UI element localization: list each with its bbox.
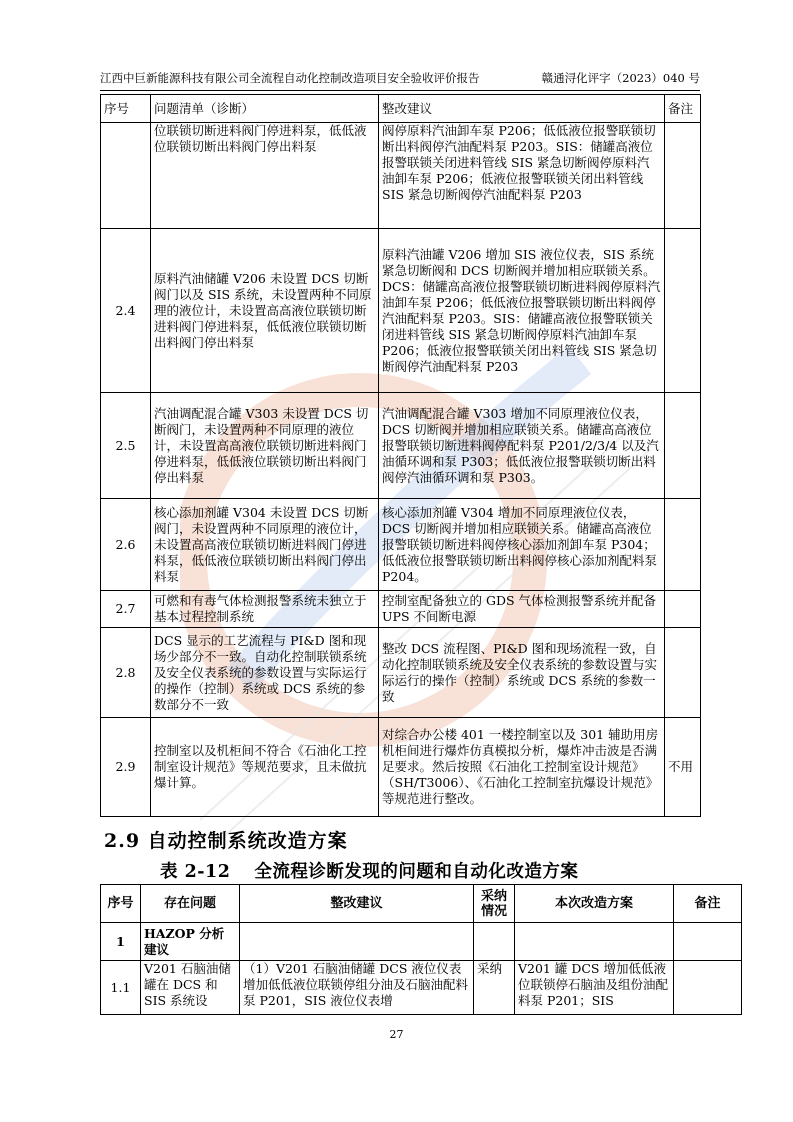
row-problem: V201 石脑油储罐在 DCS 和 SIS 系统设: [141, 961, 240, 1015]
row-problem: 控制室以及机柜间不符合《石油化工控制室设计规范》等规范要求，且未做抗爆计算。: [151, 718, 379, 817]
page-number: 27: [389, 1028, 404, 1041]
row-note: [665, 591, 701, 628]
col-header-advice: 整改建议: [379, 95, 665, 123]
table-header-row: [101, 885, 742, 923]
row-number: 2.5: [101, 393, 151, 499]
col-header-no: 序号: [101, 885, 141, 923]
row-advice: 整改 DCS 流程图、PI&D 图和现场流程一致，自动化控制联锁系统及安全仪表系统的参数设置与实际运行的操作（控制）系统或 DCS 系统的参数一致: [379, 628, 665, 718]
col-header-problem: 存在问题: [141, 885, 240, 923]
table-row: [101, 123, 701, 229]
page-header: [100, 70, 700, 91]
row-advice: 对综合办公楼 401 一楼控制室以及 301 辅助用房机柜间进行爆炸仿真模拟分析，爆炸冲击波是否满足要求。然后按照《石油化工控制室设计规范》（SH/T3006）、《石油化工控制室抗爆设计规范》等规范进行整改。: [379, 718, 665, 817]
row-note: [665, 393, 701, 499]
header-report-title: 江西中巨新能源科技有限公司全流程自动化控制改造项目安全验收评价报告: [100, 71, 480, 85]
row-note: 不用: [665, 718, 701, 817]
row-note: [665, 229, 701, 393]
table-row: [101, 923, 742, 961]
table-row: [101, 499, 701, 591]
col-header-plan: 本次改造方案: [515, 885, 674, 923]
row-problem: 位联锁切断进料阀门停进料泵，低低液位联锁切断出料阀门停出料泵: [151, 123, 379, 229]
row-advice: 控制室配备独立的 GDS 气体检测报警系统并配备 UPS 不间断电源: [379, 591, 665, 628]
table-row: [101, 393, 701, 499]
header-report-number: 赣通浔化评字（2023）040 号: [541, 71, 700, 85]
col-header-note: 备注: [665, 95, 701, 123]
row-advice: 阀停原料汽油卸车泵 P206；低低液位报警联锁切断出料阀停汽油配料泵 P203。SIS：储罐高液位报警联锁关闭进料管线 SIS 紧急切断阀停原料汽油卸车泵 P206；低液位报警联锁关闭出料管线 SIS 紧急切断阀停汽油配料泵 P203: [379, 123, 665, 229]
row-adoption: [474, 923, 515, 961]
row-advice: 汽油调配混合罐 V303 增加不同原理液位仪表，DCS 切断阀并增加相应联锁关系。储罐高高液位报警联锁切断进料阀停配料泵 P201/2/3/4 以及汽油循环调和泵 P303；低低液位报警联锁切断出料阀停汽油循环调和泵 P303。: [379, 393, 665, 499]
table-row: [101, 591, 701, 628]
row-plan: V201 罐 DCS 增加低低液位联锁停石脑油及组份油配料泵 P201；SIS: [515, 961, 674, 1015]
row-adoption: 采纳: [474, 961, 515, 1015]
row-note: [665, 628, 701, 718]
automation-plan-table: [100, 884, 742, 1015]
col-header-adoption: 采纳情况: [474, 885, 515, 923]
col-header-advice: 整改建议: [240, 885, 474, 923]
row-advice: 核心添加剂罐 V304 增加不同原理液位仪表，DCS 切断阀并增加相应联锁关系。储罐高高液位报警联锁切断进料阀停核心添加剂卸车泵 P304；低低液位报警联锁切断出料阀停核心添加剂配料泵 P204。: [379, 499, 665, 591]
row-problem: HAZOP 分析建议: [141, 923, 240, 961]
table-header-row: [101, 95, 701, 123]
row-number: 2.7: [101, 591, 151, 628]
table-row: [101, 628, 701, 718]
table-row: [101, 718, 701, 817]
row-advice: [240, 923, 474, 961]
table-caption-title: 全流程诊断发现的问题和自动化改造方案: [254, 862, 579, 882]
row-problem: 可燃和有毒气体检测报警系统未独立于基本过程控制系统: [151, 591, 379, 628]
row-number: 1.1: [101, 961, 141, 1015]
row-number: 2.8: [101, 628, 151, 718]
row-note: [665, 499, 701, 591]
row-advice: 原料汽油罐 V206 增加 SIS 液位仪表，SIS 系统紧急切断阀和 DCS 切断阀并增加相应联锁关系。DCS：储罐高高液位报警联锁切断进料阀停原料汽油卸车泵 P206；低低液位报警联锁切断出料阀停汽油配料泵 P203。SIS：储罐高液位报警联锁关闭进料管线 SIS 紧急切断阀停原料汽油卸车泵 P206；低液位报警联锁关闭出料管线 SIS 紧急切断阀停汽油配料泵 P203: [379, 229, 665, 393]
row-number: 1: [101, 923, 141, 961]
section-heading: 2.9 自动控制系统改造方案: [104, 830, 348, 852]
row-problem: 原料汽油储罐 V206 未设置 DCS 切断阀门以及 SIS 系统，未设置两种不同原理的液位计，未设置高高液位联锁切断进料阀门停进料泵，低低液位联锁切断出料阀门停出料泵: [151, 229, 379, 393]
issue-table-continued: [100, 94, 701, 817]
row-number: 2.6: [101, 499, 151, 591]
col-header-note: 备注: [674, 885, 742, 923]
row-advice: （1）V201 石脑油储罐 DCS 液位仪表增加低低液位联锁停组分油及石脑油配料泵 P201，SIS 液位仪表增: [240, 961, 474, 1015]
row-plan: [515, 923, 674, 961]
row-problem: DCS 显示的工艺流程与 PI&D 图和现场少部分不一致。自动化控制联锁系统及安全仪表系统的参数设置与实际运行的操作（控制）系统或 DCS 系统的参数部分不一致: [151, 628, 379, 718]
col-header-no: 序号: [101, 95, 151, 123]
row-note: [674, 961, 742, 1015]
row-number: 2.4: [101, 229, 151, 393]
row-number: 2.9: [101, 718, 151, 817]
table-row: [101, 961, 742, 1015]
col-header-problem: 问题清单（诊断）: [151, 95, 379, 123]
table-caption-label: 表 2-12: [160, 862, 231, 882]
table-row: [101, 229, 701, 393]
row-number: [101, 123, 151, 229]
table-caption: [160, 858, 578, 883]
row-problem: 汽油调配混合罐 V303 未设置 DCS 切断阀门，未设置两种不同原理的液位计，未设置高高液位联锁切断进料阀门停进料泵，低低液位联锁切断出料阀门停出料泵: [151, 393, 379, 499]
row-note: [665, 123, 701, 229]
row-problem: 核心添加剂罐 V304 未设置 DCS 切断阀门，未设置两种不同原理的液位计，未设置高高液位联锁切断进料阀门停进料泵，低低液位联锁切断出料阀门停出料泵: [151, 499, 379, 591]
row-note: [674, 923, 742, 961]
